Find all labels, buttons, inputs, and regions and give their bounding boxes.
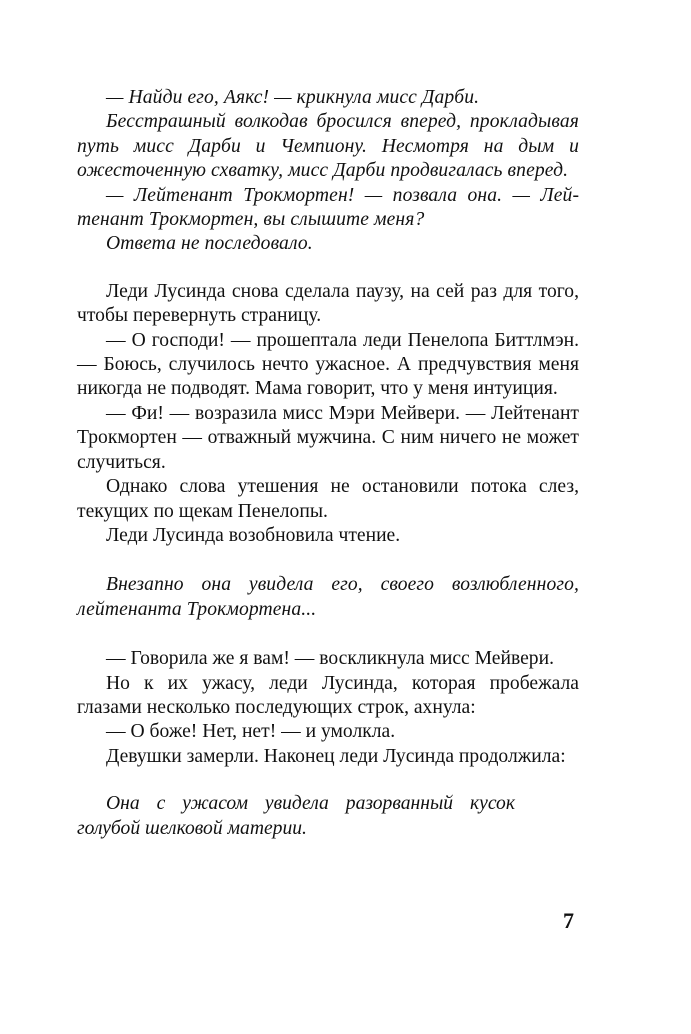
paragraph: — Лейтенант Трокмортен! — позвала она. — Лейтенант Трокмортен, вы слышите меня? xyxy=(77,184,579,231)
paragraph: Леди Лусинда возобновила чтение. xyxy=(106,524,401,546)
section-gap xyxy=(77,769,579,792)
paragraph: — Фи! — возразила мисс Мэри Мейвери. — Лейтенант Трокмортен — отважный мужчина. С ним ничего не может случиться. xyxy=(77,402,579,473)
paragraph: — О господи! — прошептала леди Пенелопа Биттлмэн. — Боюсь, случилось нечто ужасное. А предчувствия меня никогда не подводят. Мама говорит, что у меня интуиция. xyxy=(77,329,579,400)
paragraph: Однако слова утешения не остановили потока слез, текущих по щекам Пенелопы. xyxy=(77,476,579,522)
paragraph: Девушки замерли. Наконец леди Лусинда продолжила: xyxy=(106,745,566,767)
paragraph: Леди Лусинда снова сделала паузу, на сей раз для того, чтобы перевернуть страницу. xyxy=(77,280,579,327)
page-number: 7 xyxy=(563,908,574,933)
section-gap xyxy=(77,257,579,280)
paragraph: Внезапно она увидела его, своего возлюбленного, лейтенанта Трокмортена... xyxy=(77,574,579,620)
book-page xyxy=(77,86,579,841)
paragraph: — О боже! Нет, нет! — и умолкла. xyxy=(106,721,396,743)
section-gap xyxy=(77,548,579,573)
paragraph: — Говорила же я вам! — воскликнула мисс Мейвери. xyxy=(106,648,554,670)
section-gap xyxy=(77,622,579,647)
paragraph: Бесстрашный волкодав бросился вперед, прокладывая путь мисс Дарби и Чемпиону. Несмотря на дым и ожесточенную схватку, мисс Дарби продвигалась вперед. xyxy=(77,111,579,182)
paragraph: Но к их ужасу, леди Лусинда, которая пробежала глазами несколько последующих строк, ахнула: xyxy=(77,672,579,718)
paragraph: Ответа не последовало. xyxy=(106,233,313,255)
paragraph: Она с ужасом увидела разорванный кусок голубой шелковой материи. xyxy=(77,793,515,839)
paragraph: — Найди его, Аякс! — крикнула мисс Дарби. xyxy=(106,87,480,108)
